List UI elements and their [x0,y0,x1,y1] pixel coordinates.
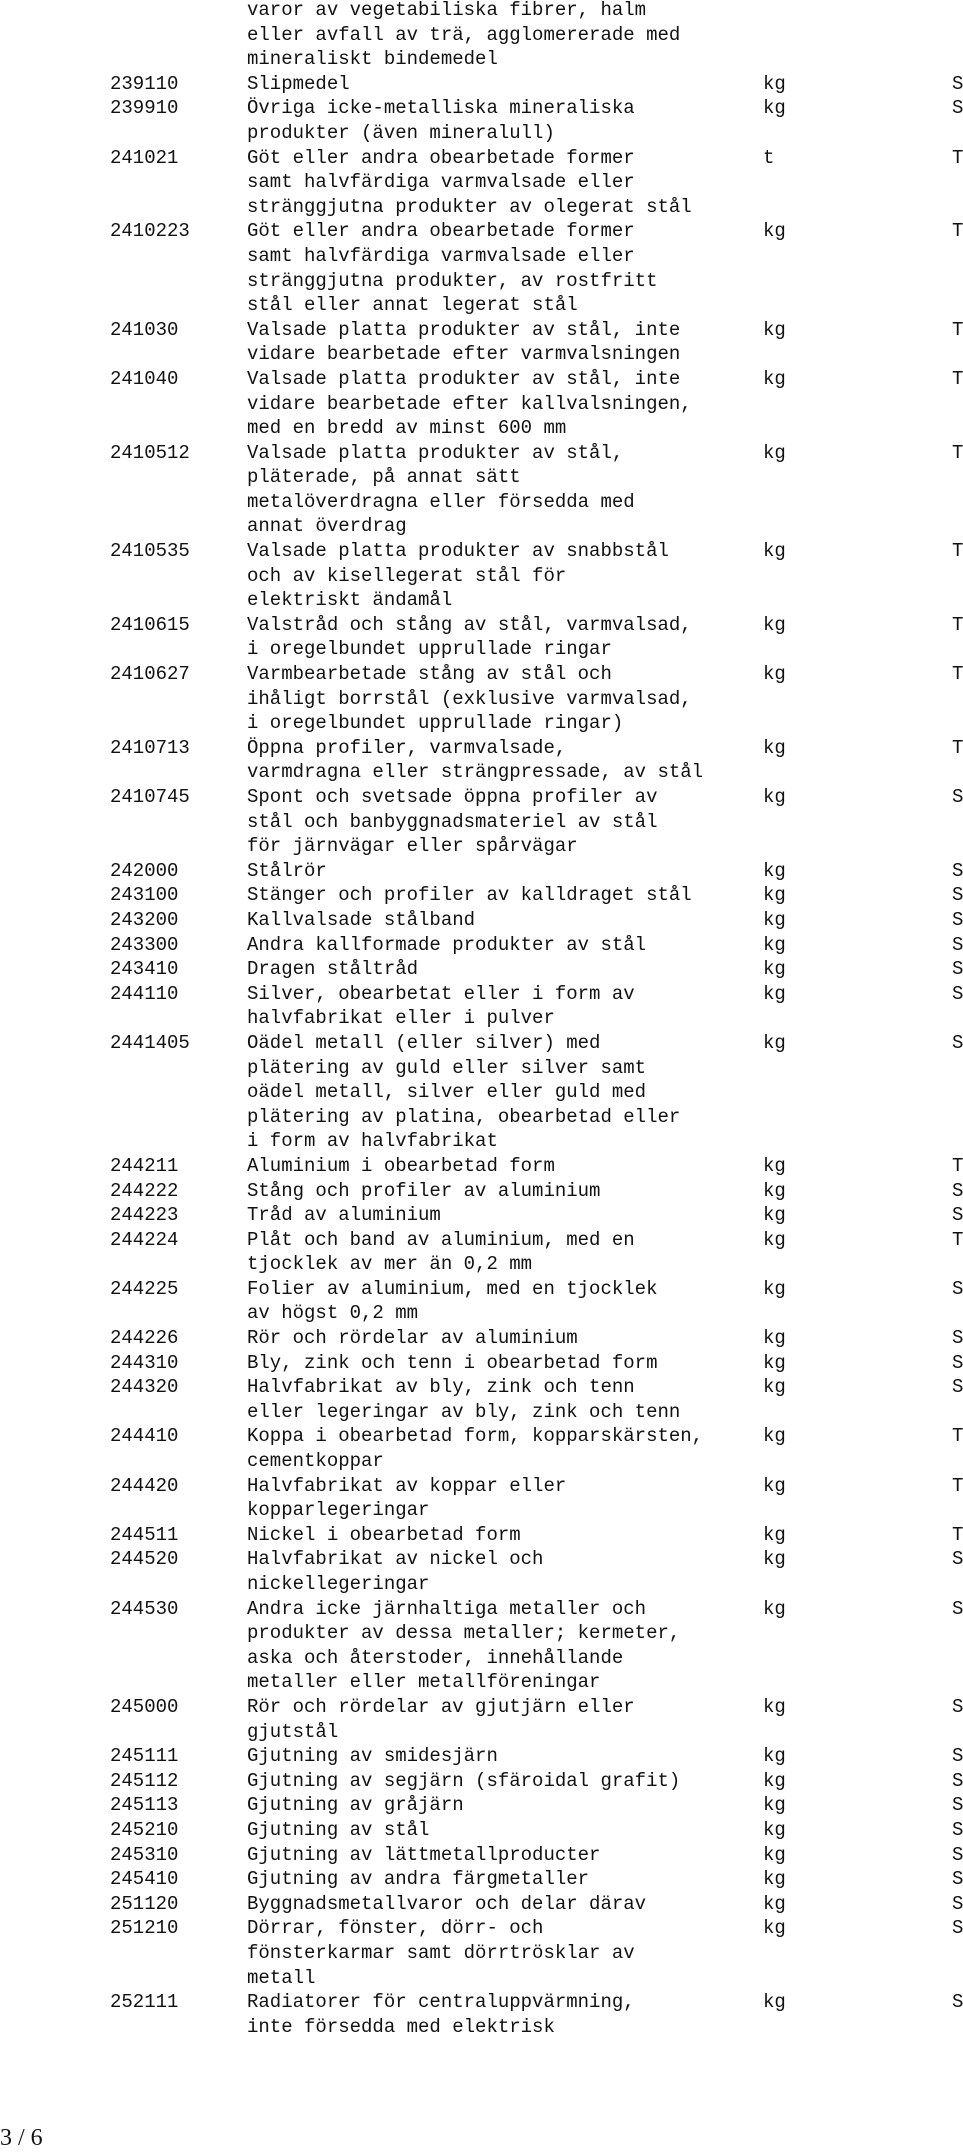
product-code: 244520 [110,1548,179,1571]
description-line: Byggnadsmetallvaror och delar därav [247,1892,647,1915]
description-line: Halvfabrikat av bly, zink och tenn [247,1376,635,1399]
category-flag: T [952,540,963,563]
category-flag: T [952,1425,963,1448]
unit: kg [763,958,786,981]
unit: kg [763,1745,786,1768]
description-line: Tråd av aluminium [247,1204,441,1227]
description-line: Stång och profiler av aluminium [247,1179,601,1202]
product-description [247,1523,767,1548]
product-description [247,1597,767,1695]
description-line: tjocklek av mer än 0,2 mm [247,1253,533,1276]
product-description [247,883,767,908]
product-description [247,1277,767,1326]
description-line: Rör och rördelar av aluminium [247,1327,578,1350]
category-flag: T [952,1474,963,1497]
category-flag: S [952,72,963,95]
table-row [0,908,963,933]
product-description [247,1326,767,1351]
description-line: Valstråd och stång av stål, varmvalsad, [247,613,692,636]
unit: kg [763,367,786,390]
category-flag: T [952,146,963,169]
product-code: 245210 [110,1818,179,1841]
unit: kg [763,933,786,956]
table-row [0,613,963,662]
unit: kg [763,1277,786,1300]
description-line: med en bredd av minst 600 mm [247,417,567,440]
description-line: halvfabrikat eller i pulver [247,1007,555,1030]
description-line: produkter (även mineralull) [247,121,555,144]
table-row [0,1523,963,1548]
unit: kg [763,540,786,563]
category-flag: S [952,884,963,907]
category-flag: S [952,1548,963,1571]
category-flag: S [952,1695,963,1718]
category-flag: S [952,933,963,956]
table-row [0,1744,963,1769]
description-line: vidare bearbetade efter kallvalsningen, [247,392,692,415]
product-code: 243410 [110,958,179,981]
description-line: elektriskt ändamål [247,589,453,612]
description-line: metaller eller metallföreningar [247,1671,601,1694]
table-row [0,1277,963,1326]
description-line: Öppna profiler, varmvalsade, [247,736,567,759]
description-line: cementkoppar [247,1450,384,1473]
product-description [247,1154,767,1179]
unit: kg [763,884,786,907]
unit: kg [763,1474,786,1497]
description-line: pläterade, på annat sätt [247,466,521,489]
description-line: Gjutning av lättmetallproducter [247,1843,601,1866]
unit: kg [763,1868,786,1891]
category-flag: S [952,1991,963,2014]
description-line: plätering av guld eller silver samt [247,1056,647,1079]
product-description [247,539,767,613]
unit: kg [763,1228,786,1251]
category-flag: S [952,1769,963,1792]
product-code: 244226 [110,1327,179,1350]
table-row [0,96,963,145]
description-line: Valsade platta produkter av stål, inte [247,367,681,390]
category-flag: S [952,1917,963,1940]
product-description [247,662,767,736]
product-description [247,96,767,145]
description-line: Halvfabrikat av nickel och [247,1548,544,1571]
table-row [0,957,963,982]
description-line: Andra kallformade produkter av stål [247,933,647,956]
description-line: Bly, zink och tenn i obearbetad form [247,1351,658,1374]
product-description [247,219,767,317]
description-line: Göt eller andra obearbetade former [247,146,635,169]
product-description [247,933,767,958]
product-code: 2410512 [110,441,190,464]
category-flag: T [952,1523,963,1546]
table-row [0,1031,963,1154]
table-row [0,146,963,220]
product-code: 239110 [110,72,179,95]
product-description [247,908,767,933]
description-line: nickellegeringar [247,1573,430,1595]
product-code: 241030 [110,318,179,341]
product-description [247,1843,767,1868]
category-flag: S [952,958,963,981]
description-line: stränggjutna produkter, av rostfritt [247,269,658,292]
category-flag: T [952,318,963,341]
category-flag: S [952,1843,963,1866]
category-flag: S [952,859,963,882]
table-row [0,1474,963,1523]
description-line: Kallvalsade stålband [247,908,476,931]
product-description [247,1228,767,1277]
description-line: Valsade platta produkter av stål, [247,441,624,464]
description-line: Folier av aluminium, med en tjocklek [247,1277,658,1300]
table-row [0,1892,963,1917]
product-description [247,367,767,441]
description-line: Spont och svetsade öppna profiler av [247,786,658,808]
unit: kg [763,1917,786,1940]
description-line: metalöverdragna eller försedda med [247,490,635,513]
category-flag: S [952,1277,963,1300]
unit: kg [763,786,786,808]
product-code: 245000 [110,1695,179,1718]
category-flag: S [952,97,963,120]
category-flag: T [952,736,963,759]
table-row [0,1818,963,1843]
table-row [0,1547,963,1596]
category-flag: S [952,786,963,808]
unit: kg [763,318,786,341]
product-code: 244310 [110,1351,179,1374]
unit: kg [763,613,786,636]
product-description [247,1769,767,1794]
description-line: produkter av dessa metaller; kermeter, [247,1622,681,1645]
product-code: 244110 [110,982,179,1005]
table-row [0,1375,963,1424]
unit: kg [763,1548,786,1571]
unit: kg [763,1376,786,1399]
unit: t [763,146,775,169]
unit: kg [763,1818,786,1841]
product-code: 244320 [110,1376,179,1399]
product-description [247,1179,767,1204]
unit: kg [763,1154,786,1177]
product-description [247,1867,767,1892]
product-description [247,859,767,884]
category-flag: S [952,908,963,931]
product-code: 242000 [110,859,179,882]
description-line: eller legeringar av bly, zink och tenn [247,1400,681,1423]
product-code: 243100 [110,884,179,907]
unit: kg [763,1425,786,1448]
product-code: 244224 [110,1228,179,1251]
table-row [0,1326,963,1351]
table-row [0,982,963,1031]
description-line: av högst 0,2 mm [247,1302,419,1325]
product-description [247,1916,767,1990]
unit: kg [763,908,786,931]
product-code: 244511 [110,1523,179,1546]
product-code: 243300 [110,933,179,956]
description-line: ihåligt borrstål (exklusive varmvalsad, [247,687,692,710]
product-code: 244211 [110,1154,179,1177]
unit: kg [763,1523,786,1546]
table-row [0,1916,963,1990]
product-code: 252111 [110,1991,179,2014]
unit: kg [763,1204,786,1227]
product-description [247,1695,767,1744]
table-row [0,318,963,367]
table-row [0,1867,963,1892]
description-line: och av kisellegerat stål för [247,564,567,587]
table-row [0,1203,963,1228]
description-line: Övriga icke-metalliska mineraliska [247,97,635,120]
table-row [0,1843,963,1868]
table-row [0,1769,963,1794]
unit: kg [763,1695,786,1718]
table-row [0,1424,963,1473]
category-flag: S [952,1794,963,1817]
product-code: 245113 [110,1794,179,1817]
product-description [247,1424,767,1473]
product-description [247,1375,767,1424]
product-description [247,785,767,859]
unit: kg [763,1327,786,1350]
product-description [247,1990,767,2039]
unit: kg [763,220,786,243]
product-description [247,1744,767,1769]
category-flag: T [952,220,963,243]
description-line: Gjutning av andra färgmetaller [247,1868,590,1891]
unit: kg [763,1892,786,1915]
unit: kg [763,72,786,95]
unit: kg [763,1031,786,1054]
unit: kg [763,1597,786,1620]
product-code: 2441405 [110,1031,190,1054]
category-flag: T [952,441,963,464]
unit: kg [763,859,786,882]
unit: kg [763,1769,786,1792]
description-line: Koppa i obearbetad form, kopparskärsten, [247,1425,704,1448]
description-line: Silver, obearbetat eller i form av [247,982,635,1005]
description-line: Stänger och profiler av kalldraget stål [247,884,692,907]
description-line: metall [247,1966,316,1989]
table-row [0,1695,963,1744]
product-code: 2410615 [110,613,190,636]
description-line: Rör och rördelar av gjutjärn eller [247,1695,635,1718]
product-code: 244410 [110,1425,179,1448]
product-description [247,146,767,220]
description-line: i oregelbundet upprullade ringar [247,638,612,661]
product-code: 244530 [110,1597,179,1620]
category-flag: T [952,613,963,636]
product-description [247,0,767,72]
product-description [247,72,767,97]
product-description [247,613,767,662]
product-description [247,1031,767,1154]
product-code: 244222 [110,1179,179,1202]
unit: kg [763,1991,786,2014]
description-line: Gjutning av smidesjärn [247,1745,498,1768]
description-line: för järnvägar eller spårvägar [247,835,578,858]
table-row [0,1597,963,1695]
description-line: Valsade platta produkter av snabbstål [247,540,669,563]
product-code: 245111 [110,1745,179,1768]
product-code: 2410223 [110,220,190,243]
description-line: samt halvfärdiga varmvalsade eller [247,244,635,267]
description-line: oädel metall, silver eller guld med [247,1081,647,1104]
category-flag: S [952,1031,963,1054]
category-flag: T [952,367,963,390]
product-description [247,1351,767,1376]
table-row [0,1154,963,1179]
product-code: 241040 [110,367,179,390]
unit: kg [763,97,786,120]
product-description [247,318,767,367]
description-line: Plåt och band av aluminium, med en [247,1228,635,1251]
product-code: 2410713 [110,736,190,759]
description-line: stål och banbyggnadsmateriel av stål [247,810,658,833]
table-row [0,1793,963,1818]
description-line: Dragen ståltråd [247,958,419,981]
unit: kg [763,982,786,1005]
category-flag: T [952,1154,963,1177]
description-line: Gjutning av stål [247,1818,430,1841]
product-description [247,1793,767,1818]
product-code: 245310 [110,1843,179,1866]
description-line: vidare bearbetade efter varmvalsningen [247,343,681,366]
description-line: Stålrör [247,859,327,882]
table-row [0,1351,963,1376]
table-row [0,736,963,785]
description-line: varmdragna eller strängpressade, av stål [247,761,704,784]
unit: kg [763,1179,786,1202]
table-row [0,367,963,441]
table-row [0,1990,963,2039]
product-description [247,1547,767,1596]
table-row [0,0,960,72]
category-flag: S [952,1818,963,1841]
product-code: 245112 [110,1769,179,1792]
product-code: 244225 [110,1277,179,1300]
category-flag: S [952,1179,963,1202]
product-description [247,1203,767,1228]
category-flag: S [952,1327,963,1350]
description-line: Nickel i obearbetad form [247,1523,521,1546]
description-line: Aluminium i obearbetad form [247,1154,555,1177]
unit: kg [763,1843,786,1866]
description-line: i form av halvfabrikat [247,1130,498,1153]
product-code: 244223 [110,1204,179,1227]
category-flag: T [952,663,963,686]
description-line: fönsterkarmar samt dörrtrösklar av [247,1941,635,1964]
table-row [0,859,963,884]
page-number: 3 / 6 [0,2125,43,2151]
description-line: varor av vegetabiliska fibrer, halm [247,0,647,21]
table-row [0,662,963,736]
description-line: Gjutning av gråjärn [247,1794,464,1817]
unit: kg [763,1351,786,1374]
unit: kg [763,736,786,759]
category-flag: S [952,1204,963,1227]
description-line: kopparlegeringar [247,1499,430,1522]
unit: kg [763,663,786,686]
description-line: inte försedda med elektrisk [247,2015,555,2038]
description-line: samt halvfärdiga varmvalsade eller [247,171,635,194]
unit: kg [763,1794,786,1817]
description-line: i oregelbundet upprullade ringar) [247,712,624,735]
description-line: plätering av platina, obearbetad eller [247,1105,681,1128]
category-flag: S [952,1868,963,1891]
category-flag: S [952,1745,963,1768]
table-row [0,785,963,859]
description-line: stål eller annat legerat stål [247,294,578,317]
table-row [0,72,963,97]
product-code: 251210 [110,1917,179,1940]
category-flag: S [952,1376,963,1399]
description-line: gjutstål [247,1720,339,1743]
product-description [247,1818,767,1843]
product-description [247,736,767,785]
product-description [247,441,767,539]
description-line: mineraliskt bindemedel [247,48,498,71]
product-code: 251120 [110,1892,179,1915]
category-flag: S [952,1892,963,1915]
description-line: Radiatorer för centraluppvärmning, [247,1991,635,2014]
product-code: 2410627 [110,663,190,686]
category-flag: S [952,1351,963,1374]
description-line: Andra icke järnhaltiga metaller och [247,1597,647,1620]
description-line: aska och återstoder, innehållande [247,1646,624,1669]
product-code: 2410745 [110,786,190,808]
table-row [0,883,963,908]
product-code: 239910 [110,97,179,120]
product-description [247,1892,767,1917]
description-line: Halvfabrikat av koppar eller [247,1474,567,1497]
table-row [0,1228,963,1277]
product-code: 245410 [110,1868,179,1891]
description-line: Oädel metall (eller silver) med [247,1031,601,1054]
product-code: 241021 [110,146,179,169]
product-description [247,982,767,1031]
product-code: 244420 [110,1474,179,1497]
table-row [0,539,963,613]
description-line: annat överdrag [247,515,407,538]
product-code: 243200 [110,908,179,931]
description-line: stränggjutna produkter av olegerat stål [247,195,692,218]
table-row [0,219,963,317]
product-description [247,957,767,982]
table-row [0,441,963,539]
unit: kg [763,441,786,464]
description-line: eller avfall av trä, agglomererade med [247,23,681,46]
product-code: 2410535 [110,540,190,563]
description-line: Varmbearbetade stång av stål och [247,663,612,686]
description-line: Slipmedel [247,72,350,95]
description-line: Dörrar, fönster, dörr- och [247,1917,544,1940]
description-line: Valsade platta produkter av stål, inte [247,318,681,341]
description-line: Gjutning av segjärn (sfäroidal grafit) [247,1769,681,1792]
category-flag: S [952,1597,963,1620]
category-flag: T [952,1228,963,1251]
table-row [0,933,963,958]
category-flag: S [952,982,963,1005]
table-row [0,1179,963,1204]
product-description [247,1474,767,1523]
description-line: Göt eller andra obearbetade former [247,220,635,243]
